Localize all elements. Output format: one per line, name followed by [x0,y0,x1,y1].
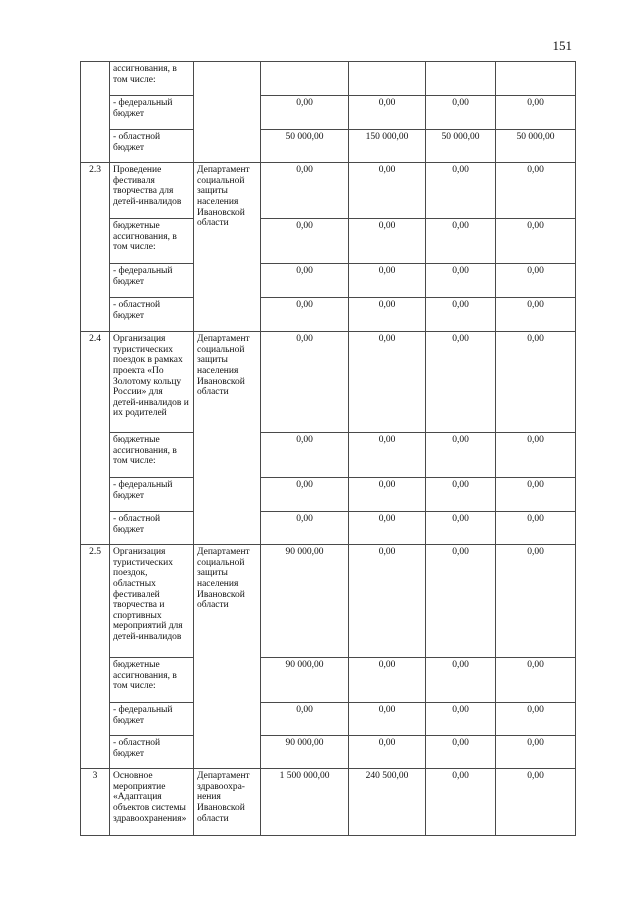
value-cell: 90 000,00 [261,658,349,703]
value-cell: 0,00 [349,264,426,298]
item-code: 2.3 [81,163,110,332]
row-label: - областной бюджет [110,736,194,769]
value-cell: 0,00 [496,219,576,264]
item-code: 2.4 [81,332,110,545]
value-cell: 0,00 [261,512,349,545]
value-cell: 0,00 [349,332,426,433]
table-row [81,219,576,264]
value-cell: 0,00 [496,264,576,298]
value-cell: 90 000,00 [261,545,349,658]
item-title: Проведение фестиваля творчества для детей-инвалидов [110,163,194,219]
row-label: ассигнования, в том числе: [110,62,194,96]
table-row [81,512,576,545]
value-cell: 0,00 [496,96,576,130]
value-cell: 50 000,00 [426,130,496,163]
value-cell: 0,00 [496,433,576,478]
value-cell: 0,00 [426,545,496,658]
value-cell: 0,00 [426,433,496,478]
value-cell: 0,00 [349,219,426,264]
row-label: - областной бюджет [110,130,194,163]
table-row [81,96,576,130]
value-cell: 0,00 [496,545,576,658]
value-cell [496,62,576,96]
item-code: 3 [81,769,110,836]
table-row [81,130,576,163]
value-cell: 0,00 [261,433,349,478]
value-cell: 0,00 [426,298,496,332]
value-cell: 0,00 [496,478,576,512]
value-cell: 0,00 [426,163,496,219]
value-cell: 0,00 [261,163,349,219]
value-cell: 90 000,00 [261,736,349,769]
value-cell: 240 500,00 [349,769,426,836]
row-label: - областной бюджет [110,298,194,332]
table-row [81,658,576,703]
value-cell: 0,00 [261,264,349,298]
value-cell: 0,00 [349,96,426,130]
table-row [81,736,576,769]
value-cell: 0,00 [496,332,576,433]
department: Департамент здравоохра-нения Ивановской области [194,769,261,836]
value-cell: 0,00 [349,433,426,478]
table-row [81,703,576,736]
value-cell: 0,00 [261,703,349,736]
value-cell: 0,00 [261,219,349,264]
row-label: бюджетные ассигнования, в том числе: [110,658,194,703]
row-label: - областной бюджет [110,512,194,545]
value-cell: 0,00 [349,658,426,703]
value-cell: 0,00 [261,96,349,130]
table-row [81,163,576,219]
value-cell: 0,00 [426,264,496,298]
value-cell: 0,00 [496,163,576,219]
value-cell: 0,00 [349,298,426,332]
value-cell [261,62,349,96]
row-label: - федеральный бюджет [110,264,194,298]
value-cell: 0,00 [349,512,426,545]
value-cell: 0,00 [496,703,576,736]
value-cell: 0,00 [426,512,496,545]
value-cell: 0,00 [426,332,496,433]
value-cell: 0,00 [349,163,426,219]
value-cell: 0,00 [261,478,349,512]
item-title: Организация туристических поездок в рамках проекта «По Золотому кольцу России» для детей-инвалидов и их родителей [110,332,194,433]
value-cell: 0,00 [349,478,426,512]
value-cell: 0,00 [426,736,496,769]
value-cell: 0,00 [496,736,576,769]
item-title: Организация туристических поездок, областных фестивалей творчества и спортивных мероприятий для детей-инвалидов [110,545,194,658]
value-cell: 0,00 [349,545,426,658]
table-row [81,264,576,298]
value-cell: 0,00 [261,332,349,433]
table-row [81,433,576,478]
item-code: 2.5 [81,545,110,769]
row-label: бюджетные ассигнования, в том числе: [110,219,194,264]
value-cell: 0,00 [426,769,496,836]
value-cell: 0,00 [426,703,496,736]
value-cell: 0,00 [426,658,496,703]
value-cell: 0,00 [496,658,576,703]
table-row [81,62,576,96]
page-number: 151 [552,38,572,53]
row-label: - федеральный бюджет [110,96,194,130]
value-cell: 50 000,00 [496,130,576,163]
value-cell: 0,00 [496,769,576,836]
value-cell: 0,00 [426,219,496,264]
department: Департамент социальной защиты населения Ивановской области [194,545,261,769]
table-row [81,769,576,836]
table-row [81,332,576,433]
budget-table [80,61,576,836]
value-cell: 0,00 [426,96,496,130]
value-cell: 0,00 [496,298,576,332]
value-cell: 1 500 000,00 [261,769,349,836]
value-cell: 50 000,00 [261,130,349,163]
row-label: - федеральный бюджет [110,703,194,736]
value-cell [349,62,426,96]
row-label: - федеральный бюджет [110,478,194,512]
value-cell [426,62,496,96]
item-title: Основное мероприятие «Адаптация объектов системы здравоохранения» [110,769,194,836]
row-label: бюджетные ассигнования, в том числе: [110,433,194,478]
department: Департамент социальной защиты населения Ивановской области [194,163,261,332]
value-cell: 150 000,00 [349,130,426,163]
value-cell: 0,00 [261,298,349,332]
table-row [81,478,576,512]
value-cell: 0,00 [496,512,576,545]
value-cell: 0,00 [349,703,426,736]
value-cell: 0,00 [349,736,426,769]
table-row [81,298,576,332]
table-row [81,545,576,658]
value-cell: 0,00 [426,478,496,512]
department: Департамент социальной защиты населения Ивановской области [194,332,261,545]
